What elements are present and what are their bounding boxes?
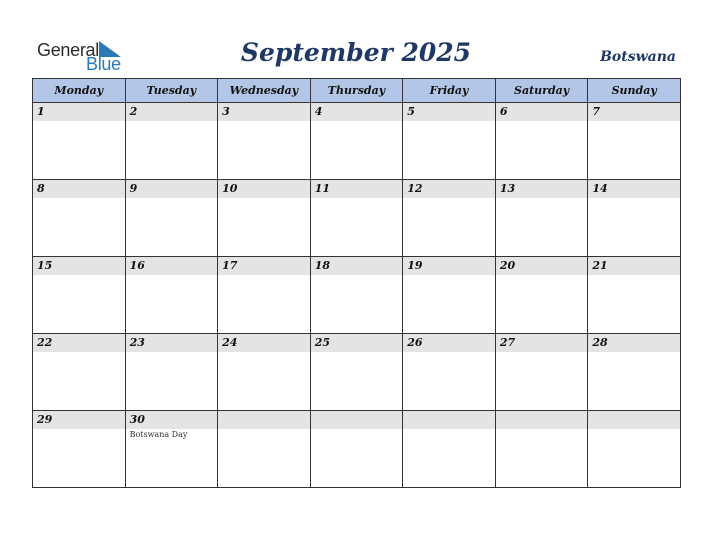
week-row xyxy=(33,334,681,411)
day-number: 18 xyxy=(311,257,403,275)
day-number: 5 xyxy=(403,103,495,121)
day-cell xyxy=(495,180,588,257)
day-number: 20 xyxy=(496,257,588,275)
day-cell xyxy=(218,334,311,411)
day-number: 16 xyxy=(126,257,218,275)
logo-text-blue: Blue xyxy=(86,54,121,74)
day-cell xyxy=(125,411,218,488)
weekday-header: Sunday xyxy=(588,79,681,103)
day-cell xyxy=(33,334,126,411)
calendar-title: September 2025 xyxy=(240,38,472,67)
week-row xyxy=(33,103,681,180)
day-cell xyxy=(495,257,588,334)
day-cell xyxy=(310,180,403,257)
day-cell xyxy=(310,257,403,334)
day-cell xyxy=(495,411,588,488)
day-cell xyxy=(125,180,218,257)
day-number: 24 xyxy=(218,334,310,352)
country-label: Botswana xyxy=(600,49,676,65)
day-number xyxy=(588,411,680,429)
day-number: 23 xyxy=(126,334,218,352)
day-number xyxy=(218,411,310,429)
day-number: 27 xyxy=(496,334,588,352)
day-cell xyxy=(310,411,403,488)
day-number: 9 xyxy=(126,180,218,198)
day-number: 2 xyxy=(126,103,218,121)
day-number: 4 xyxy=(311,103,403,121)
day-cell xyxy=(33,103,126,180)
day-cell xyxy=(310,334,403,411)
logo-text-general: General xyxy=(37,40,99,60)
week-row xyxy=(33,257,681,334)
day-cell xyxy=(403,334,496,411)
day-cell xyxy=(588,411,681,488)
day-cell xyxy=(495,334,588,411)
weekday-header: Thursday xyxy=(310,79,403,103)
day-number: 21 xyxy=(588,257,680,275)
day-number: 3 xyxy=(218,103,310,121)
day-cell xyxy=(218,180,311,257)
holiday-event: Botswana Day xyxy=(129,430,188,439)
day-cell xyxy=(588,180,681,257)
day-cell xyxy=(33,411,126,488)
weekday-header: Friday xyxy=(403,79,496,103)
day-number: 1 xyxy=(33,103,125,121)
day-number: 28 xyxy=(588,334,680,352)
day-cell xyxy=(33,180,126,257)
day-number: 29 xyxy=(33,411,125,429)
day-cell xyxy=(588,257,681,334)
day-cell xyxy=(403,103,496,180)
day-number: 25 xyxy=(311,334,403,352)
day-cell xyxy=(403,257,496,334)
day-number: 26 xyxy=(403,334,495,352)
day-number: 12 xyxy=(403,180,495,198)
day-number: 10 xyxy=(218,180,310,198)
week-row xyxy=(33,411,681,488)
day-number: 8 xyxy=(33,180,125,198)
day-cell xyxy=(33,257,126,334)
day-cell xyxy=(125,103,218,180)
day-cell xyxy=(125,334,218,411)
day-cell xyxy=(403,180,496,257)
day-number xyxy=(403,411,495,429)
day-cell xyxy=(588,334,681,411)
day-cell xyxy=(218,411,311,488)
day-number: 30 xyxy=(126,411,218,429)
day-number: 11 xyxy=(311,180,403,198)
week-row xyxy=(33,180,681,257)
weekday-header: Monday xyxy=(33,79,126,103)
day-number: 17 xyxy=(218,257,310,275)
day-number: 19 xyxy=(403,257,495,275)
weekday-header: Wednesday xyxy=(218,79,311,103)
day-number xyxy=(496,411,588,429)
day-number: 6 xyxy=(496,103,588,121)
day-cell xyxy=(495,103,588,180)
weekday-header: Saturday xyxy=(495,79,588,103)
day-number: 14 xyxy=(588,180,680,198)
weekday-header-row xyxy=(33,79,681,103)
day-number: 15 xyxy=(33,257,125,275)
month-calendar xyxy=(32,78,681,488)
day-cell xyxy=(403,411,496,488)
weekday-header: Tuesday xyxy=(125,79,218,103)
day-cell xyxy=(588,103,681,180)
day-number: 7 xyxy=(588,103,680,121)
day-cell xyxy=(218,103,311,180)
day-number: 13 xyxy=(496,180,588,198)
day-cell xyxy=(125,257,218,334)
day-number xyxy=(311,411,403,429)
day-cell xyxy=(310,103,403,180)
day-number: 22 xyxy=(33,334,125,352)
day-cell xyxy=(218,257,311,334)
